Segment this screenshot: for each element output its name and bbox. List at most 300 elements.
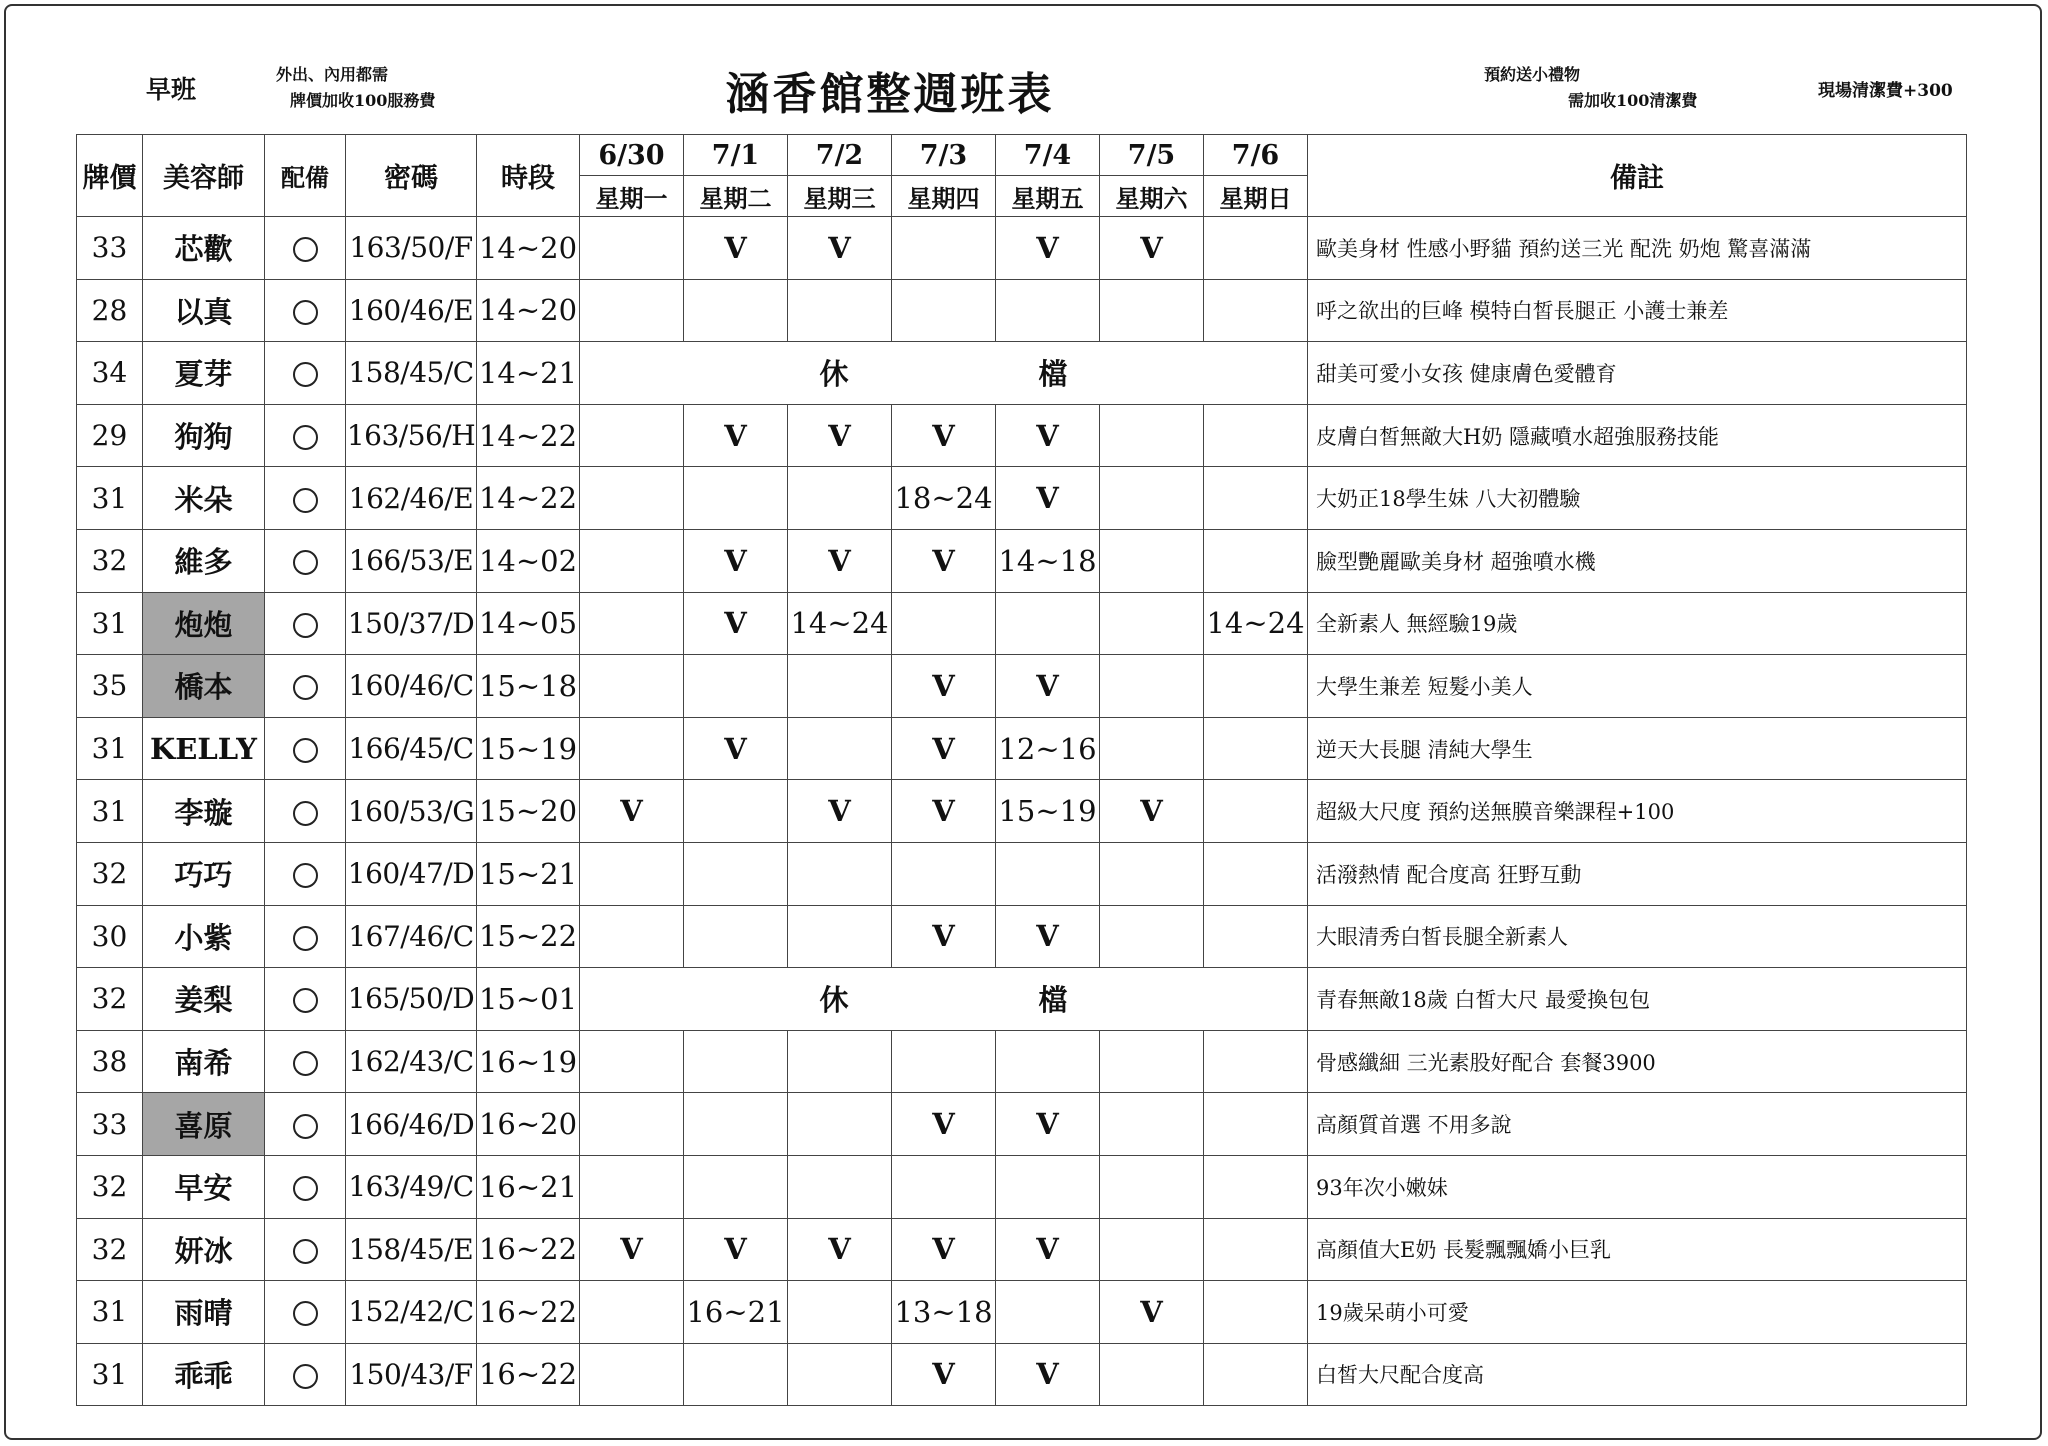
hours-cell: 14~05 (477, 592, 580, 655)
day-cell: V (996, 1093, 1100, 1156)
day-cell (892, 1155, 996, 1218)
day-cell (1204, 905, 1308, 968)
date-header: 7/6 (1204, 135, 1308, 176)
beautician-name: 李璇 (143, 780, 265, 843)
day-cell (1100, 1030, 1204, 1093)
day-cell: V (996, 905, 1100, 968)
price-cell: 31 (77, 780, 143, 843)
circle-icon (293, 675, 318, 700)
price-cell: 34 (77, 342, 143, 405)
hours-cell: 14~20 (477, 217, 580, 280)
code-cell: 166/53/E (346, 529, 477, 592)
day-cell (1204, 1030, 1308, 1093)
day-cell (1100, 279, 1204, 342)
hours-cell: 14~22 (477, 467, 580, 530)
code-cell: 160/46/E (346, 279, 477, 342)
day-cell (684, 467, 788, 530)
day-cell (892, 279, 996, 342)
remark-cell: 全新素人 無經驗19歲 (1308, 592, 1967, 655)
remark-cell: 活潑熱情 配合度高 狂野互動 (1308, 842, 1967, 905)
day-cell (580, 1155, 684, 1218)
hours-cell: 15~01 (477, 968, 580, 1031)
day-cell (788, 279, 892, 342)
equipped-cell (265, 968, 346, 1031)
day-cell: 18~24 (892, 467, 996, 530)
off-label-right: 檔 (1038, 357, 1068, 392)
day-cell: V (996, 1218, 1100, 1281)
circle-icon (293, 237, 318, 262)
remark-cell: 呼之欲出的巨峰 模特白皙長腿正 小護士兼差 (1308, 279, 1967, 342)
code-cell: 158/45/E (346, 1218, 477, 1281)
hours-cell: 15~20 (477, 780, 580, 843)
hours-cell: 16~22 (477, 1218, 580, 1281)
day-cell: V (996, 467, 1100, 530)
day-cell: V (996, 404, 1100, 467)
beautician-name: 早安 (143, 1155, 265, 1218)
shift-label: 早班 (146, 75, 197, 104)
table-row (77, 467, 1967, 530)
code-cell: 162/46/E (346, 467, 477, 530)
code-cell: 163/56/H (346, 404, 477, 467)
table-row (77, 1281, 1967, 1344)
price-cell: 32 (77, 1218, 143, 1281)
circle-icon (293, 425, 318, 450)
beautician-name: 南希 (143, 1030, 265, 1093)
day-cell (1204, 529, 1308, 592)
equipped-cell (265, 1218, 346, 1281)
hours-cell: 16~19 (477, 1030, 580, 1093)
beautician-name: 姜梨 (143, 968, 265, 1031)
day-cell (788, 467, 892, 530)
remark-cell: 高顏值大E奶 長髮飄飄嬌小巨乳 (1308, 1218, 1967, 1281)
day-cell (1204, 780, 1308, 843)
date-header: 6/30 (580, 135, 684, 176)
beautician-name: 雨晴 (143, 1281, 265, 1344)
day-cell: V (788, 404, 892, 467)
day-cell: 13~18 (892, 1281, 996, 1344)
table-row (77, 968, 1967, 1031)
code-header: 密碼 (346, 135, 477, 217)
table-row (77, 717, 1967, 780)
day-cell (1204, 467, 1308, 530)
price-header: 牌價 (77, 135, 143, 217)
beautician-name: 小紫 (143, 905, 265, 968)
day-cell (684, 1093, 788, 1156)
day-cell (580, 905, 684, 968)
day-cell (1204, 655, 1308, 718)
day-cell (1100, 905, 1204, 968)
hours-cell: 15~19 (477, 717, 580, 780)
code-cell: 160/46/C (346, 655, 477, 718)
weekday-header: 星期五 (996, 176, 1100, 217)
day-cell: V (788, 529, 892, 592)
equipped-cell (265, 780, 346, 843)
off-label-right: 檔 (1038, 983, 1068, 1018)
beautician-name: 炮炮 (143, 592, 265, 655)
table-row (77, 1218, 1967, 1281)
schedule-table (76, 134, 1967, 1406)
off-duty-cell (580, 342, 1308, 405)
beautician-name: 狗狗 (143, 404, 265, 467)
beautician-name: 橋本 (143, 655, 265, 718)
beautician-name: 巧巧 (143, 842, 265, 905)
day-cell (1204, 717, 1308, 780)
day-cell: V (684, 529, 788, 592)
remark-cell: 大眼清秀白皙長腿全新素人 (1308, 905, 1967, 968)
remark-cell: 甜美可愛小女孩 健康膚色愛體育 (1308, 342, 1967, 405)
day-cell (1100, 1155, 1204, 1218)
hours-cell: 16~22 (477, 1343, 580, 1406)
equipped-cell (265, 842, 346, 905)
code-cell: 166/46/D (346, 1093, 477, 1156)
circle-icon (293, 613, 318, 638)
gift-note-line1: 預約送小禮物 (1484, 65, 1581, 84)
day-cell: 14~24 (788, 592, 892, 655)
price-cell: 32 (77, 1155, 143, 1218)
date-header: 7/2 (788, 135, 892, 176)
day-cell (580, 717, 684, 780)
day-cell: V (892, 1218, 996, 1281)
table-row (77, 905, 1967, 968)
day-cell: 14~24 (1204, 592, 1308, 655)
day-cell (788, 1281, 892, 1344)
equipped-cell (265, 404, 346, 467)
circle-icon (293, 801, 318, 826)
equipped-cell (265, 655, 346, 718)
table-row (77, 655, 1967, 718)
day-cell (1100, 842, 1204, 905)
day-cell: 12~16 (996, 717, 1100, 780)
hours-cell: 14~22 (477, 404, 580, 467)
circle-icon (293, 300, 318, 325)
day-cell (788, 1343, 892, 1406)
day-cell (1204, 1218, 1308, 1281)
hours-cell: 16~21 (477, 1155, 580, 1218)
day-cell (892, 217, 996, 280)
day-cell (788, 717, 892, 780)
day-cell (788, 1155, 892, 1218)
price-cell: 31 (77, 1281, 143, 1344)
remark-cell: 大學生兼差 短髮小美人 (1308, 655, 1967, 718)
equipped-cell (265, 905, 346, 968)
circle-icon (293, 738, 318, 763)
day-cell (580, 217, 684, 280)
day-cell (1100, 717, 1204, 780)
day-cell (788, 905, 892, 968)
table-row (77, 1030, 1967, 1093)
day-cell: V (684, 404, 788, 467)
remark-cell: 青春無敵18歲 白皙大尺 最愛換包包 (1308, 968, 1967, 1031)
page-title: 涵香館整週班表 (725, 69, 1055, 120)
price-cell: 32 (77, 842, 143, 905)
day-cell: V (892, 1343, 996, 1406)
day-cell (580, 279, 684, 342)
day-cell: V (892, 529, 996, 592)
date-header: 7/4 (996, 135, 1100, 176)
day-cell: V (788, 780, 892, 843)
beautician-name: 夏芽 (143, 342, 265, 405)
price-cell: 31 (77, 592, 143, 655)
day-cell (1204, 279, 1308, 342)
equipped-cell (265, 529, 346, 592)
gift-note-line2: 需加收100清潔費 (1568, 91, 1698, 110)
day-cell (1100, 592, 1204, 655)
day-cell (788, 842, 892, 905)
beautician-name: 以真 (143, 279, 265, 342)
day-cell (684, 1343, 788, 1406)
off-label-left: 休 (819, 357, 849, 392)
circle-icon (293, 1114, 318, 1139)
hours-cell: 16~20 (477, 1093, 580, 1156)
remark-cell: 19歲呆萌小可愛 (1308, 1281, 1967, 1344)
day-cell (996, 1030, 1100, 1093)
table-row (77, 780, 1967, 843)
day-cell: 14~18 (996, 529, 1100, 592)
equipped-cell (265, 217, 346, 280)
table-row (77, 1155, 1967, 1218)
code-cell: 165/50/D (346, 968, 477, 1031)
day-cell (580, 467, 684, 530)
day-cell (1204, 404, 1308, 467)
table-row (77, 592, 1967, 655)
equipped-cell (265, 1343, 346, 1406)
weekday-header: 星期六 (1100, 176, 1204, 217)
day-cell (684, 905, 788, 968)
day-cell: V (684, 592, 788, 655)
table-row (77, 1093, 1967, 1156)
day-cell: V (1100, 1281, 1204, 1344)
day-cell (996, 1155, 1100, 1218)
equipped-cell (265, 592, 346, 655)
off-label-left: 休 (819, 983, 849, 1018)
day-cell: V (1100, 780, 1204, 843)
day-cell (1100, 1343, 1204, 1406)
day-cell (1100, 467, 1204, 530)
day-cell (1204, 1281, 1308, 1344)
hours-header: 時段 (477, 135, 580, 217)
price-cell: 31 (77, 1343, 143, 1406)
day-cell (684, 1155, 788, 1218)
circle-icon (293, 1176, 318, 1201)
code-cell: 160/53/G (346, 780, 477, 843)
circle-icon (293, 926, 318, 951)
circle-icon (293, 1301, 318, 1326)
hours-cell: 15~21 (477, 842, 580, 905)
code-cell: 158/45/C (346, 342, 477, 405)
equipped-cell (265, 342, 346, 405)
remark-cell: 歐美身材 性感小野貓 預約送三光 配洗 奶炮 驚喜滿滿 (1308, 217, 1967, 280)
day-cell (580, 1030, 684, 1093)
code-cell: 162/43/C (346, 1030, 477, 1093)
day-cell: V (684, 217, 788, 280)
day-cell: V (892, 404, 996, 467)
day-cell: V (996, 217, 1100, 280)
price-cell: 32 (77, 529, 143, 592)
price-cell: 29 (77, 404, 143, 467)
date-header: 7/3 (892, 135, 996, 176)
day-cell: V (996, 655, 1100, 718)
day-cell (684, 842, 788, 905)
weekday-header: 星期三 (788, 176, 892, 217)
day-cell: V (996, 1343, 1100, 1406)
equipped-cell (265, 717, 346, 780)
equipped-cell (265, 1093, 346, 1156)
table-row (77, 1343, 1967, 1406)
remark-cell: 93年次小嫩妹 (1308, 1155, 1967, 1218)
code-cell: 166/45/C (346, 717, 477, 780)
day-cell (788, 655, 892, 718)
beautician-header: 美容師 (143, 135, 265, 217)
table-row (77, 342, 1967, 405)
day-cell (1100, 1093, 1204, 1156)
day-cell (892, 842, 996, 905)
remark-cell: 臉型艷麗歐美身材 超強噴水機 (1308, 529, 1967, 592)
equipped-cell (265, 1030, 346, 1093)
day-cell (684, 780, 788, 843)
weekday-header: 星期四 (892, 176, 996, 217)
beautician-name: 妍冰 (143, 1218, 265, 1281)
hours-cell: 15~18 (477, 655, 580, 718)
day-cell: 16~21 (684, 1281, 788, 1344)
beautician-name: 喜原 (143, 1093, 265, 1156)
remark-cell: 逆天大長腿 清純大學生 (1308, 717, 1967, 780)
day-cell (580, 1281, 684, 1344)
day-cell: V (892, 780, 996, 843)
table-row (77, 842, 1967, 905)
day-cell (580, 1343, 684, 1406)
day-cell: V (788, 1218, 892, 1281)
equipped-cell (265, 467, 346, 530)
day-cell (1100, 655, 1204, 718)
day-cell (1204, 1093, 1308, 1156)
day-cell: V (580, 780, 684, 843)
weekday-header: 星期日 (1204, 176, 1308, 217)
remark-cell: 骨感纖細 三光素股好配合 套餐3900 (1308, 1030, 1967, 1093)
day-cell: V (892, 655, 996, 718)
day-cell: V (580, 1218, 684, 1281)
day-cell (1204, 1343, 1308, 1406)
beautician-name: 乖乖 (143, 1343, 265, 1406)
day-cell: V (684, 717, 788, 780)
day-cell (684, 1030, 788, 1093)
day-cell (580, 1093, 684, 1156)
cleaning-fee-note: 現場清潔費+300 (1818, 81, 1953, 101)
hours-cell: 14~02 (477, 529, 580, 592)
day-cell (684, 655, 788, 718)
code-cell: 163/50/F (346, 217, 477, 280)
price-cell: 38 (77, 1030, 143, 1093)
circle-icon (293, 362, 318, 387)
date-header: 7/1 (684, 135, 788, 176)
hours-cell: 14~21 (477, 342, 580, 405)
code-cell: 150/37/D (346, 592, 477, 655)
remark-cell: 大奶正18學生妹 八大初體驗 (1308, 467, 1967, 530)
hours-cell: 16~22 (477, 1281, 580, 1344)
beautician-name: 芯歡 (143, 217, 265, 280)
beautician-name: 米朵 (143, 467, 265, 530)
day-cell (788, 1030, 892, 1093)
price-cell: 33 (77, 217, 143, 280)
schedule-rows (77, 217, 1967, 1406)
price-cell: 31 (77, 717, 143, 780)
day-cell (1100, 529, 1204, 592)
remark-cell: 皮膚白皙無敵大H奶 隱藏噴水超強服務技能 (1308, 404, 1967, 467)
table-row (77, 404, 1967, 467)
beautician-name: 維多 (143, 529, 265, 592)
weekday-header: 星期一 (580, 176, 684, 217)
day-cell (1204, 1155, 1308, 1218)
day-cell (996, 1281, 1100, 1344)
day-cell (892, 1030, 996, 1093)
day-cell (580, 592, 684, 655)
hours-cell: 15~22 (477, 905, 580, 968)
day-cell (892, 592, 996, 655)
day-cell: 15~19 (996, 780, 1100, 843)
day-cell (580, 842, 684, 905)
day-cell (996, 842, 1100, 905)
code-cell: 167/46/C (346, 905, 477, 968)
day-cell (996, 279, 1100, 342)
day-cell: V (1100, 217, 1204, 280)
day-cell: V (684, 1218, 788, 1281)
day-cell: V (892, 717, 996, 780)
equipped-cell (265, 279, 346, 342)
day-cell (580, 529, 684, 592)
equipped-cell (265, 1155, 346, 1218)
remark-cell: 白皙大尺配合度高 (1308, 1343, 1967, 1406)
day-cell (684, 279, 788, 342)
day-cell (788, 1093, 892, 1156)
price-cell: 31 (77, 467, 143, 530)
day-cell: V (788, 217, 892, 280)
day-cell: V (892, 905, 996, 968)
service-fee-note-line2: 牌價加收100服務費 (290, 91, 436, 110)
price-cell: 30 (77, 905, 143, 968)
circle-icon (293, 550, 318, 575)
table-row (77, 217, 1967, 280)
weekday-header: 星期二 (684, 176, 788, 217)
table-row (77, 529, 1967, 592)
circle-icon (293, 488, 318, 513)
day-cell (996, 592, 1100, 655)
price-cell: 33 (77, 1093, 143, 1156)
code-cell: 152/42/C (346, 1281, 477, 1344)
circle-icon (293, 1051, 318, 1076)
day-cell: V (892, 1093, 996, 1156)
price-cell: 28 (77, 279, 143, 342)
circle-icon (293, 1364, 318, 1389)
day-cell (1100, 404, 1204, 467)
date-header: 7/5 (1100, 135, 1204, 176)
day-cell (1100, 1218, 1204, 1281)
hours-cell: 14~20 (477, 279, 580, 342)
service-fee-note-line1: 外出、內用都需 (276, 65, 389, 84)
circle-icon (293, 1239, 318, 1264)
price-cell: 35 (77, 655, 143, 718)
day-cell (580, 404, 684, 467)
code-cell: 163/49/C (346, 1155, 477, 1218)
code-cell: 150/43/F (346, 1343, 477, 1406)
table-row (77, 279, 1967, 342)
remark-cell: 高顏質首選 不用多說 (1308, 1093, 1967, 1156)
off-duty-cell (580, 968, 1308, 1031)
equipped-header: 配備 (265, 135, 346, 217)
code-cell: 160/47/D (346, 842, 477, 905)
remark-cell: 超級大尺度 預約送無膜音樂課程+100 (1308, 780, 1967, 843)
day-cell (1204, 842, 1308, 905)
day-cell (580, 655, 684, 718)
remarks-header: 備註 (1308, 135, 1967, 217)
